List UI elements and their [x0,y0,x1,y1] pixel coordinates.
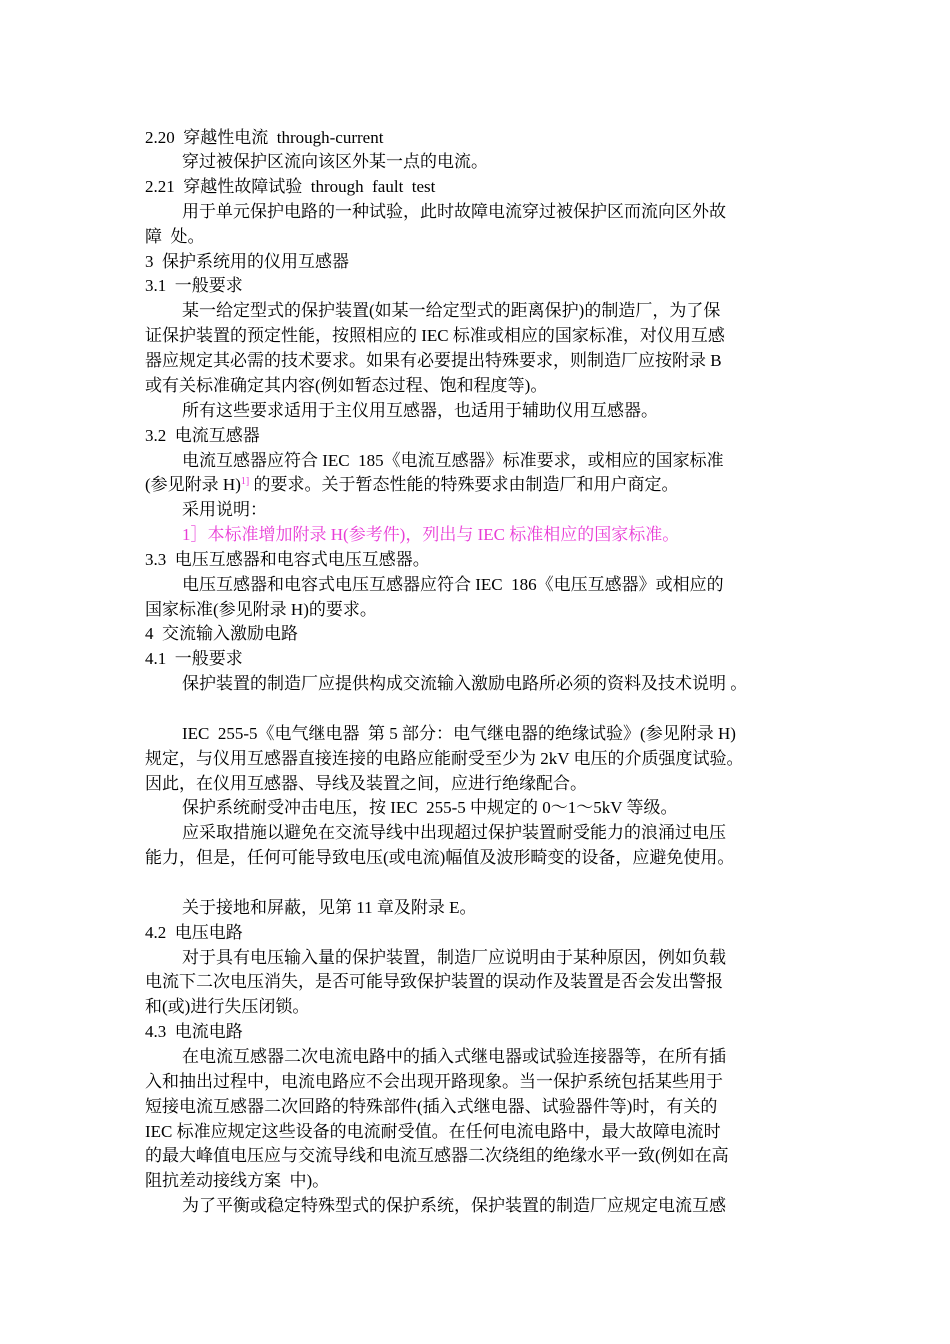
adoption-note-text: 1］本标准增加附录 H(参考件)，列出与 IEC 标准相应的国家标准。 [182,525,680,544]
paragraph-line: 保护系统耐受冲击电压，按 IEC 255-5 中规定的 0～1～5kV 等级。 [182,798,678,817]
paragraph-line: 应采取措施以避免在交流导线中出现超过保护装置耐受能力的浪涌过电压 [182,823,726,842]
paragraph-line: 电压互感器和电容式电压互感器应符合 IEC 186《电压互感器》或相应的 [182,575,724,594]
paragraph-line: 因此，在仪用互感器、导线及装置之间，应进行绝缘配合。 [145,774,587,793]
paragraph-line: IEC 标准应规定这些设备的电流耐受值。在任何电流电路中，最大故障电流时 [145,1122,721,1141]
paragraph-line: 为了平衡或稳定特殊型式的保护系统，保护装置的制造厂应规定电流互感 [182,1196,726,1215]
paragraph-line: 障 处。 [145,227,205,246]
heading-2-21: 2.21 穿越性故障试验 through fault test [145,177,436,196]
heading-3-1: 3.1 一般要求 [145,276,243,295]
paragraph-line: 器应规定其必需的技术要求。如果有必要提出特殊要求，则制造厂应按附录 B [145,351,722,370]
paragraph-line [145,473,678,497]
paragraph-line: 对于具有电压输入量的保护装置，制造厂应说明由于某种原因，例如负载 [182,948,726,967]
paragraph-line: 和(或)进行失压闭锁。 [145,997,310,1016]
paragraph-line: 国家标准(参见附录 H)的要求。 [145,600,377,619]
adoption-note-label: 采用说明： [182,500,267,519]
footnote-marker: 1] [240,476,250,487]
paragraph-line: 短接电流互感器二次回路的特殊部件(插入式继电器、试验器件等)时，有关的 [145,1097,718,1116]
paragraph-line: 穿过被保护区流向该区外某一点的电流。 [182,152,488,171]
paragraph-line: 规定，与仪用互感器直接连接的电路应能耐受至少为 2kV 电压的介质强度试验。 [145,749,744,768]
paragraph-line: 所有这些要求适用于主仪用互感器，也适用于辅助仪用互感器。 [182,401,658,420]
paragraph-line: 保护装置的制造厂应提供构成交流输入激励电路所必须的资料及技术说明 。 [182,674,748,693]
paragraph-line: 电流互感器应符合 IEC 185《电流互感器》标准要求，或相应的国家标准 [182,451,724,470]
paragraph-line: 入和抽出过程中，电流电路应不会出现开路现象。当一保护系统包括某些用于 [145,1072,723,1091]
heading-4-3: 4.3 电流电路 [145,1022,243,1041]
paragraph-line: 关于接地和屏蔽，见第 11 章及附录 E。 [182,898,477,917]
paragraph-line: 能力，但是，任何可能导致电压(或电流)幅值及波形畸变的设备，应避免使用。 [145,848,735,867]
paragraph-line: 某一给定型式的保护装置(如某一给定型式的距离保护)的制造厂，为了保 [182,301,721,320]
appendix-ref-text: (参见附录 H) [145,475,241,494]
heading-4: 4 交流输入激励电路 [145,624,298,643]
heading-2-20: 2.20 穿越性电流 through-current [145,128,384,147]
paragraph-text: 的要求。关于暂态性能的特殊要求由制造厂和用户商定。 [249,475,679,494]
heading-3-3: 3.3 电压互感器和电容式电压互感器。 [145,550,430,569]
heading-3: 3 保护系统用的仪用互感器 [145,252,349,271]
heading-4-1: 4.1 一般要求 [145,649,243,668]
paragraph-line: IEC 255-5《电气继电器 第 5 部分：电气继电器的绝缘试验》(参见附录 H) [182,724,736,743]
heading-4-2: 4.2 电压电路 [145,923,243,942]
paragraph-line: 电流下二次电压消失，是否可能导致保护装置的误动作及装置是否会发出警报 [145,972,723,991]
paragraph-line: 在电流互感器二次电流电路中的插入式继电器或试验连接器等，在所有插 [182,1047,726,1066]
paragraph-line: 或有关标准确定其内容(例如暂态过程、饱和程度等)。 [145,376,548,395]
paragraph-line: 阻抗差动接线方案 中)。 [145,1171,330,1190]
paragraph-line: 的最大峰值电压应与交流导线和电流互感器二次绕组的绝缘水平一致(例如在高 [145,1146,729,1165]
paragraph-line: 用于单元保护电路的一种试验，此时故障电流穿过被保护区而流向区外故 [182,202,726,221]
heading-3-2: 3.2 电流互感器 [145,426,260,445]
paragraph-line: 证保护装置的预定性能，按照相应的 IEC 标准或相应的国家标准，对仪用互感 [145,326,725,345]
